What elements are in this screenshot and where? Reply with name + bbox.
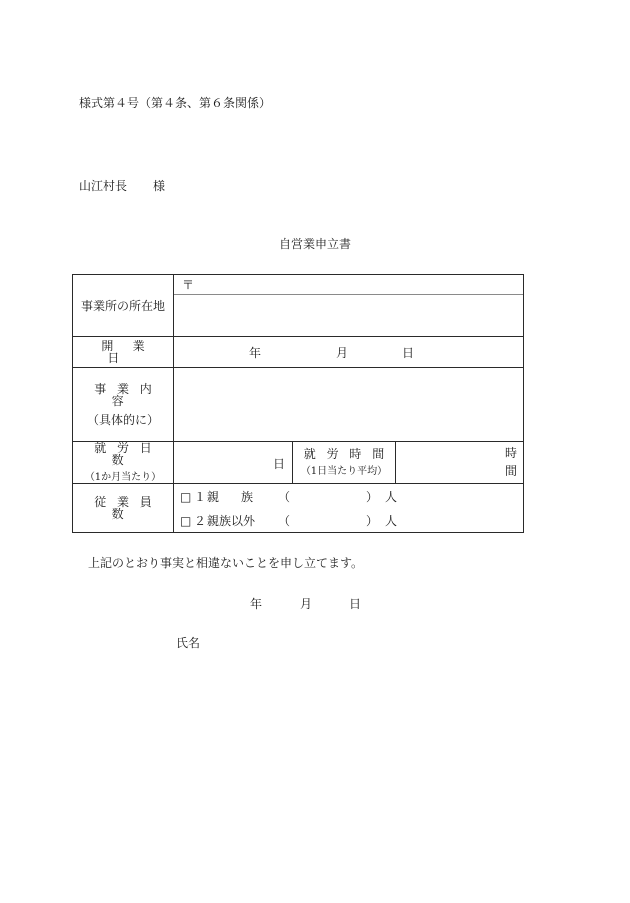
work-days-unit: 日 <box>272 457 285 471</box>
family-label-b: 族 <box>241 490 254 504</box>
family-checkbox[interactable]: □ <box>180 490 192 504</box>
employee-nonfamily-line <box>174 508 523 532</box>
postal-code-field[interactable] <box>174 275 523 295</box>
nonfamily-unit: 人 <box>385 514 398 528</box>
opening-year: 年 <box>249 346 262 360</box>
opening-month: 月 <box>336 346 349 360</box>
work-row <box>73 442 524 484</box>
address-field[interactable] <box>174 295 523 336</box>
nonfamily-label-a: 親族以外 <box>207 514 256 528</box>
family-paren-open: （ <box>278 490 291 504</box>
form-number: 様式第４号（第４条、第６条関係） <box>79 96 272 110</box>
name-label: 氏名 <box>176 636 201 650</box>
recipient-honorific: 様 <box>153 179 166 193</box>
business-sub: （具体的に） <box>86 413 159 427</box>
employees-row <box>73 484 524 533</box>
family-number: １ <box>194 490 207 504</box>
employees-cell <box>174 484 524 533</box>
address-label: 事業所の所在地 <box>73 275 174 337</box>
employee-family-line <box>174 484 523 508</box>
work-hours-field[interactable] <box>396 442 524 484</box>
address-cell[interactable] <box>174 275 524 337</box>
work-hours-sub: （1日当たり平均） <box>300 466 388 477</box>
opening-label: 開業日 <box>73 337 174 368</box>
employees-label: 従業員数 <box>73 484 174 533</box>
family-unit: 人 <box>385 490 398 504</box>
opening-row <box>73 337 524 368</box>
business-label: 事業内容 （具体的に） <box>73 368 174 442</box>
nonfamily-paren-close: ） <box>366 514 379 528</box>
recipient <box>79 180 165 192</box>
work-hours-unit-2: 間 <box>505 464 518 478</box>
nonfamily-number: ２ <box>194 514 207 528</box>
opening-date-field[interactable] <box>174 337 524 368</box>
work-hours-label: 就労時間 （1日当たり平均） <box>293 442 396 484</box>
work-hours-unit-1: 時 <box>505 446 518 460</box>
sign-day: 日 <box>349 597 362 611</box>
business-row <box>73 368 524 442</box>
document-title: 自営業申立書 <box>278 237 351 251</box>
nonfamily-paren-open: （ <box>278 514 291 528</box>
work-days-field[interactable] <box>174 442 293 484</box>
opening-day: 日 <box>402 346 415 360</box>
work-days-sub: （1か月当たり） <box>84 472 162 483</box>
postal-mark: 〒 <box>182 278 195 292</box>
recipient-name: 山江村長 <box>79 179 128 193</box>
family-label-a: 親 <box>207 490 220 504</box>
family-paren-close: ） <box>366 490 379 504</box>
work-days-label: 就労日数 （1か月当たり） <box>73 442 174 484</box>
address-row <box>73 275 524 337</box>
sign-year: 年 <box>250 597 263 611</box>
statement-text: 上記のとおり事実と相違ないことを申し立てます。 <box>88 556 364 570</box>
business-field[interactable] <box>174 368 524 442</box>
sign-month: 月 <box>300 597 313 611</box>
nonfamily-checkbox[interactable]: □ <box>180 514 192 528</box>
application-table <box>72 274 524 533</box>
